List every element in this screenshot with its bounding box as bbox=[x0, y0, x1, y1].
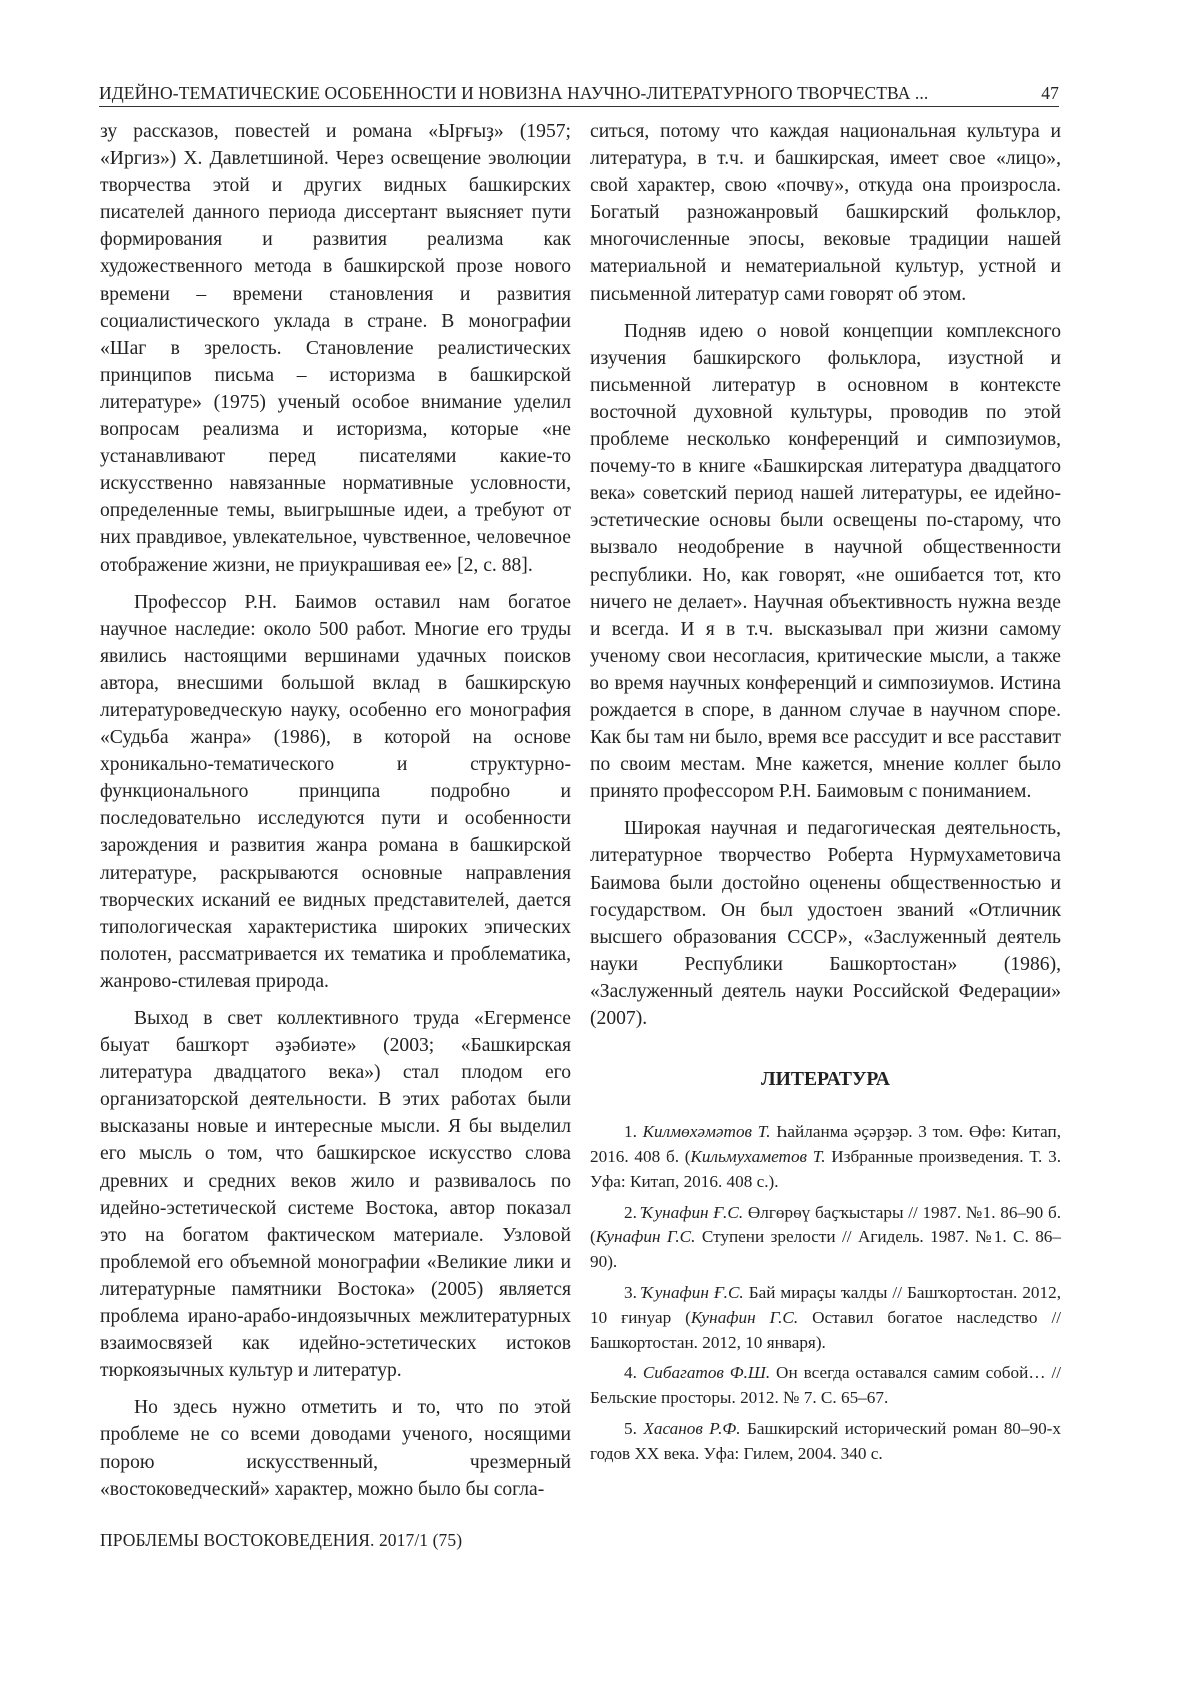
references-list bbox=[590, 1120, 1061, 1466]
reference-author: Ҡунафин Ғ.С. bbox=[641, 1282, 744, 1302]
header-rule bbox=[99, 106, 1059, 107]
reference-number: 4. bbox=[624, 1363, 637, 1383]
reference-item bbox=[590, 1120, 1061, 1194]
reference-author: Хасанов Р.Ф. bbox=[643, 1418, 741, 1438]
reference-number: 3. bbox=[624, 1282, 637, 1302]
reference-author: Ҡунафин Ғ.С. bbox=[641, 1202, 744, 1222]
reference-number: 5. bbox=[624, 1418, 637, 1438]
reference-text: Бай мираҫы ҡалды // Башҡортостан. 2012, 10 ғинуар ( bbox=[590, 1282, 1061, 1327]
journal-footer: ПРОБЛЕМЫ ВОСТОКОВЕДЕНИЯ. 2017/1 (75) bbox=[100, 1530, 463, 1550]
paragraph: ситься, потому что каждая национальная культура и литература, в т.ч. и башкирская, имеет свое «лицо», свой характер, свою «почву», откуда она произросла. Богатый разножанровый башкирский фольклор, многочисленные эпосы, вековые традиции нашей материальной и нематериальной культур, устной и письменной литератур сами говорят об этом. bbox=[590, 121, 1061, 305]
running-title: ИДЕЙНО-ТЕМАТИЧЕСКИЕ ОСОБЕННОСТИ И НОВИЗНА НАУЧНО-ЛИТЕРАТУРНОГО ТВОРЧЕСТВА ... bbox=[99, 83, 929, 103]
paragraph: Профессор Р.Н. Баимов оставил нам богатое научное наследие: около 500 работ. Многие его труды явились настоящими вершинами удачных поисков автора, внесшими большой вклад в башкирскую литературоведческую науку, особенно его монография «Судьба жанра» (1986), в которой на основе хроникально-тематического и структурно-функционального принципа подробно и последовательно исследуются пути и особенности зарождения и развития жанра романа в башкирской литературе, раскрываются основные направления творческих исканий ее видных представителей, дается типологическая характеристика широких эпических полотен, рассматривается их тематика и проблематика, жанрово-стилевая природа. bbox=[100, 591, 571, 992]
reference-number: 1. bbox=[624, 1122, 637, 1142]
reference-item bbox=[590, 1201, 1061, 1275]
page-number: 47 bbox=[1041, 83, 1059, 103]
paragraph: Но здесь нужно отметить и то, что по этой проблеме не со всеми доводами ученого, носящими порою искусственный, чрезмерный «востоковедческий» характер, можно было бы согла- bbox=[100, 1397, 571, 1500]
reference-author: Сибагатов Ф.Ш. bbox=[642, 1363, 771, 1383]
paragraph: Выход в свет коллективного труда «Егерменсе быуат башҡорт әҙәбиәте» (2003; «Башкирская литература двадцатого века») стал плодом его организаторской деятельности. В этих работах были высказаны новые и интересные мысли. Я бы выделил его мысль о том, что башкирское искусство слова древних и средних веков жило и развивалось по идейно-эстетической системе Востока, автор показал это на богатом фактическом материале. Узловой проблемой его объемной монографии «Великие лики и литературные памятники Востока» (2005) является проблема ирано-арабо-индоязычных межлитературных взаимосвязей как идейно-эстетических истоков тюркоязычных культур и литератур. bbox=[100, 1008, 571, 1382]
reference-author-translit: Кунафин Г.С. bbox=[595, 1227, 696, 1247]
right-column bbox=[590, 118, 1061, 1473]
reference-text: Ступени зрелости // Агидель. 1987. №1. С. 86–90). bbox=[590, 1227, 1061, 1272]
paragraph: Широкая научная и педагогическая деятельность, литературное творчество Роберта Нурмухаметовича Баимова были достойно оценены общественностью и государством. Он был удостоен званий «Отличник высшего образования СССР», «Заслуженный деятель науки Республики Башкортостан» (1986), «Заслуженный деятель науки Российской Федерации» (2007). bbox=[590, 818, 1061, 1029]
reference-author-translit: Кунафин Г.С. bbox=[690, 1307, 799, 1327]
reference-text: Он всегда оставался самим собой… // Бельские просторы. 2012. № 7. С. 65–67. bbox=[590, 1363, 1062, 1408]
reference-author: Килмөхәмәтов Т. bbox=[642, 1122, 771, 1142]
references-title: ЛИТЕРАТУРА bbox=[761, 1069, 890, 1091]
reference-author-translit: Кильмухаметов Т. bbox=[690, 1146, 826, 1166]
left-column bbox=[100, 118, 571, 1503]
reference-item bbox=[590, 1361, 1061, 1411]
reference-text: Башкирский исторический роман 80–90-х годов XX века. Уфа: Гилем, 2004. 340 с. bbox=[590, 1418, 1061, 1463]
reference-item bbox=[590, 1417, 1061, 1467]
reference-text: Оставил богатое наследство // Башкортостан. 2012, 10 января). bbox=[590, 1307, 1061, 1352]
reference-text: Избранные произведения. Т. 3. Уфа: Китап, 2016. 408 с.). bbox=[590, 1146, 1061, 1191]
paragraph: зу рассказов, повестей и романа «Ырғыҙ» (1957; «Иргиз») Х. Давлетшиной. Через освещение эволюции творчества этой и других видных башкирских писателей данного периода диссертант выясняет пути формирования и развития реализма как художественного метода в башкирской прозе нового времени – времени становления и развития социалистического уклада в стране. В монографии «Шаг в зрелость. Становление реалистических принципов письма – историзма в башкирской литературе» (1975) ученый особое внимание уделил вопросам реализма и историзма, которые «не устанавливают перед писателями какие-то искусственно навязанные нормативные условности, определенные темы, выигрышные идеи, а требуют от них правдивое, увлекательное, чувственное, человечное отображение жизни, не приукрашивая ее» [2, с. 88]. bbox=[100, 121, 571, 576]
running-header bbox=[99, 74, 1059, 104]
reference-text: Өлгөрөү баҫҡыстары // 1987. №1. 86–90 б. ( bbox=[590, 1202, 1061, 1247]
paragraph: Подняв идею о новой концепции комплексного изучения башкирского фольклора, изустной и письменной литератур в основном в контексте восточной духовной культуры, проводив по этой проблеме несколько конференций и симпозиумов, почему-то в книге «Башкирская литература двадцатого века» советский период нашей литературы, ее идейно-эстетические основы были освещены по-старому, что вызвало неодобрение в научной общественности республики. Но, как говорят, «не ошибается тот, кто ничего не делает». Научная объективность нужна везде и всегда. И я в т.ч. высказывал при жизни самому ученому свои несогласия, критические мысли, а также во время научных конференций и симпозиумов. Истина рождается в споре, в данном случае в научном споре. Как бы там ни было, время все рассудит и все расставит по своим местам. Мне кажется, мнение коллег было принято профессором Р.Н. Баимовым с пониманием. bbox=[590, 320, 1061, 803]
reference-text: Һайланма әҫәрҙәр. 3 том. Өфө: Китап, 2016. 408 б. ( bbox=[590, 1122, 1061, 1166]
reference-number: 2. bbox=[624, 1202, 637, 1222]
reference-item bbox=[590, 1281, 1061, 1355]
